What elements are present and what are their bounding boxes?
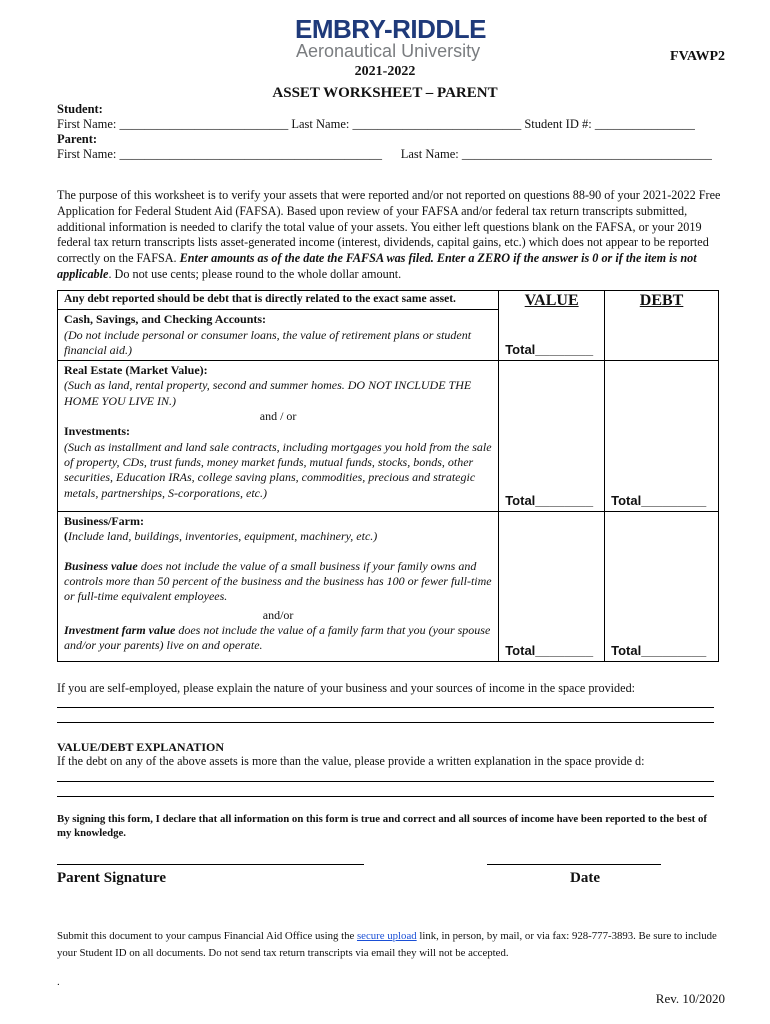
date-line[interactable]: [487, 864, 661, 865]
farm-value-label: Investment farm value: [64, 622, 176, 637]
declaration: By signing this form, I declare that all information on this form is true and correct and all sources of income have been reported to the best of my knowledge.: [57, 813, 707, 839]
footer-dot: .: [57, 976, 60, 988]
farm-value-text: does not include the value of a family farm that you (your spouse and/or your parents) live on and operate.: [64, 622, 491, 653]
cash-value-cell[interactable]: [499, 291, 605, 361]
revision-date: Rev. 10/2020: [655, 991, 725, 1006]
and-or-separator-2: and/or: [262, 607, 294, 622]
and-or-separator: and / or: [259, 409, 297, 424]
business-note: Include land, buildings, inventories, equipment, machinery, etc.): [68, 529, 378, 544]
cash-total[interactable]: Total________: [505, 341, 594, 357]
investments-title: Investments:: [64, 424, 130, 439]
student-label: Student:: [57, 102, 103, 116]
debt-header: DEBT: [639, 292, 684, 309]
business-value-paragraph: [64, 559, 492, 605]
investments-value-total[interactable]: Total________: [505, 492, 594, 508]
secure-upload-link[interactable]: secure upload: [356, 930, 417, 942]
award-year: 2021-2022: [354, 64, 416, 79]
parent-name-fields[interactable]: First Name: __________________________________________ Last Name: ________________________________________: [57, 147, 712, 161]
submission-text-pre: Submit this document to your campus Financial Aid Office using the: [57, 930, 357, 942]
parent-signature-line[interactable]: [57, 864, 364, 865]
self-employed-prompt: If you are self-employed, please explain the nature of your business and your sources of income in the space provided:: [57, 681, 636, 695]
page-title: ASSET WORKSHEET – PARENT: [272, 85, 498, 101]
explanation-answer-line-1[interactable]: [57, 781, 714, 782]
business-note-line: (Include land, buildings, inventories, equipment, machinery, etc.): [64, 529, 378, 544]
submission-instructions: [57, 928, 727, 962]
student-name-fields[interactable]: First Name: ___________________________ Last Name: ___________________________ Student ID #: ________________: [57, 117, 695, 131]
business-debt-total[interactable]: Total_________: [611, 642, 707, 658]
business-farm-description: [58, 512, 499, 662]
business-debt-cell[interactable]: [605, 512, 719, 662]
asset-table: [57, 290, 719, 662]
realestate-investments-description: [58, 361, 499, 512]
business-value-cell[interactable]: [499, 512, 605, 662]
submission-text-post: link, in person, by mail, or via fax: 928-777-3893. Be sure to include your Student ID on all documents. Do not send tax return transcripts via email they will not be accepted.: [57, 930, 717, 959]
investments-debt-cell[interactable]: [605, 361, 719, 512]
realestate-note: (Such as land, rental property, second and summer homes. DO NOT INCLUDE THE HOME YOU LIVE IN.): [64, 378, 472, 408]
business-value-total[interactable]: Total________: [505, 642, 594, 658]
cash-note: (Do not include personal or consumer loans, the value of retirement plans or student financial aid.): [64, 327, 472, 357]
logo-aeronautical-university: Aeronautical University: [296, 41, 481, 61]
form-code: FVAWP2: [670, 49, 725, 64]
explanation-answer-line-2[interactable]: [57, 796, 714, 797]
explanation-title: VALUE/DEBT EXPLANATION: [57, 740, 225, 754]
debt-note-header: Any debt reported should be debt that is directly related to the exact same asset.: [58, 291, 499, 310]
realestate-title: Real Estate (Market Value):: [64, 363, 208, 378]
investments-note: (Such as installment and land sale contracts, including mortgages you hold from the sale of property, CDs, trust funds, money market funds, mutual funds, stocks, bonds, other securities, Education IRAs, college saving plans, commodities, precious and strategic metals, partnerships, S-corporations, etc.): [64, 439, 492, 500]
parent-signature-label: Parent Signature: [57, 870, 167, 886]
intro-tail: . Do not use cents; please round to the whole dollar amount.: [108, 266, 402, 281]
value-header: VALUE: [524, 292, 579, 309]
explanation-prompt: If the debt on any of the above assets is more than the value, please provide a written explanation in the space provide d:: [57, 754, 645, 768]
self-employed-answer-line-1[interactable]: [57, 707, 714, 708]
investments-debt-total[interactable]: Total_________: [611, 492, 707, 508]
investments-value-cell[interactable]: [499, 361, 605, 512]
cash-title: Cash, Savings, and Checking Accounts:: [64, 312, 267, 327]
business-value-label: Business value: [64, 558, 138, 573]
intro-emphasis: Enter amounts as of the date the FAFSA was filed. Enter a ZERO if the answer is 0 or if the item is not applicable: [57, 251, 697, 281]
business-value-text: does not include the value of a small business if your family owns and controls more than 50 percent of the business and the business has 100 or fewer full-time or full-time equivalent employees.: [64, 558, 492, 604]
logo-embry-riddle: EMBRY-RIDDLE: [295, 14, 486, 44]
date-label: Date: [570, 870, 600, 886]
intro-text: The purpose of this worksheet is to verify your assets that were reported and/or not reported on questions 88-90 of your 2021-2022 Free Application for Federal Student Aid (FAFSA). Based upon review of your FAFSA and/or federal tax return transcripts submitted, additional information is needed to clarify the total value of your assets. You either left questions blank on the FAFSA, or your 2019 federal tax return transcripts lists asset-generated income (interest, dividends, capital gains, etc.) which does not appear to be reported correctly on the FAFSA.: [57, 188, 721, 266]
cash-description: [58, 310, 499, 361]
cash-debt-cell: [605, 291, 719, 361]
farm-value-paragraph: [64, 623, 492, 654]
intro-paragraph: [57, 188, 727, 283]
parent-label: Parent:: [57, 132, 98, 146]
self-employed-answer-line-2[interactable]: [57, 722, 714, 723]
business-title: Business/Farm:: [64, 514, 145, 529]
